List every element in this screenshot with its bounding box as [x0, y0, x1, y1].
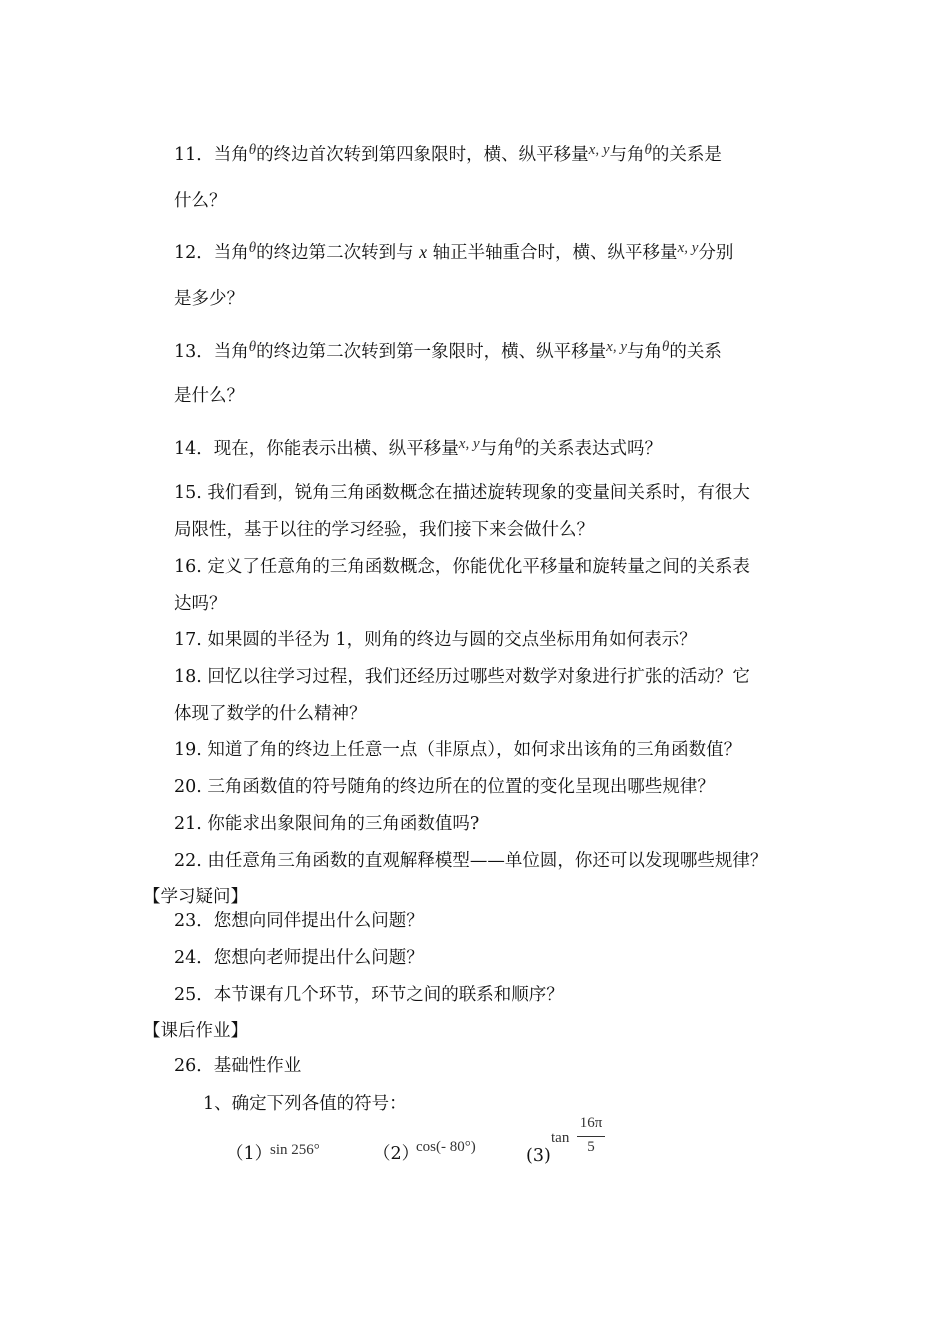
theta-symbol: θ [644, 142, 652, 158]
fraction-denominator: 5 [587, 1139, 595, 1155]
question-18-line2: 体现了数学的什么精神？ [174, 704, 367, 724]
question-12-line2: 是多少？ [174, 289, 244, 309]
theta-symbol: θ [514, 436, 522, 452]
question-19: 19. 知道了角的终边上任意一点（非原点），如何求出该角的三角函数值？ [174, 740, 742, 760]
question-12-line1: 12．当角θ的终边第二次转到与 x 轴正半轴重合时，横、纵平移量x, y分别 [174, 240, 734, 263]
question-15-line1: 15. 我们看到，锐角三角函数概念在描述旋转现象的变量间关系时，有很大 [174, 483, 750, 503]
question-23: 23．您想向同伴提出什么问题？ [174, 911, 424, 931]
question-26: 26．基础性作业 [174, 1056, 302, 1076]
exercise-item-1-label: （1） [226, 1144, 273, 1164]
question-14: 14．现在，你能表示出横、纵平移量x, y与角θ的关系表达式吗？ [174, 436, 662, 459]
question-21: 21. 你能求出象限间角的三角函数值吗? [174, 814, 480, 834]
xy-symbol: x, y [588, 142, 610, 158]
theta-symbol: θ [248, 240, 257, 256]
section-heading-homework: 【课后作业】 [143, 1021, 248, 1041]
xy-symbol: x, y [458, 436, 480, 452]
exercise-item-3-label: (3) [526, 1146, 551, 1166]
fraction-bar [577, 1136, 605, 1137]
x-symbol: x [419, 242, 427, 262]
exercise-item-1-expr: sin 256° [270, 1142, 320, 1158]
exercise-item-2-expr: cos(- 80°) [416, 1139, 476, 1155]
question-20: 20. 三角函数值的符号随角的终边所在的位置的变化呈现出哪些规律？ [174, 777, 715, 797]
question-11-line1: 11．当角θ的终边首次转到第四象限时，横、纵平移量x, y与角θ的关系是 [174, 142, 722, 165]
question-18-line1: 18. 回忆以往学习过程，我们还经历过哪些对数学对象进行扩张的活动？它 [174, 667, 750, 687]
question-13-line2: 是什么？ [174, 386, 244, 406]
section-heading-questions: 【学习疑问】 [143, 887, 248, 907]
question-15-line2: 局限性，基于以往的学习经验，我们接下来会做什么？ [174, 520, 594, 540]
question-17: 17. 如果圆的半径为 1，则角的终边与圆的交点坐标用角如何表示？ [174, 630, 697, 650]
xy-symbol: x, y [606, 339, 627, 355]
question-22: 22. 由任意角三角函数的直观解释模型——单位圆，你还可以发现哪些规律？ [174, 851, 768, 871]
theta-symbol: θ [248, 339, 257, 355]
question-25: 25．本节课有几个环节，环节之间的联系和顺序？ [174, 985, 564, 1005]
question-11-line2: 什么？ [174, 191, 227, 211]
fraction-numerator: 16π [579, 1115, 603, 1131]
question-16-line2: 达吗？ [174, 594, 227, 614]
theta-symbol: θ [661, 339, 670, 355]
question-13-line1: 13．当角θ的终边第二次转到第一象限时，横、纵平移量x, y与角θ的关系 [174, 339, 722, 362]
exercise-item-3-fn: tan [551, 1130, 570, 1146]
exercise-1: 1、确定下列各值的符号： [203, 1094, 407, 1114]
question-16-line1: 16. 定义了任意角的三角函数概念，你能优化平移量和旋转量之间的关系表 [174, 557, 750, 577]
theta-symbol: θ [248, 142, 257, 158]
question-24: 24．您想向老师提出什么问题？ [174, 948, 424, 968]
exercise-item-2-label: （2） [373, 1144, 420, 1164]
xy-symbol: x, y [677, 240, 699, 256]
